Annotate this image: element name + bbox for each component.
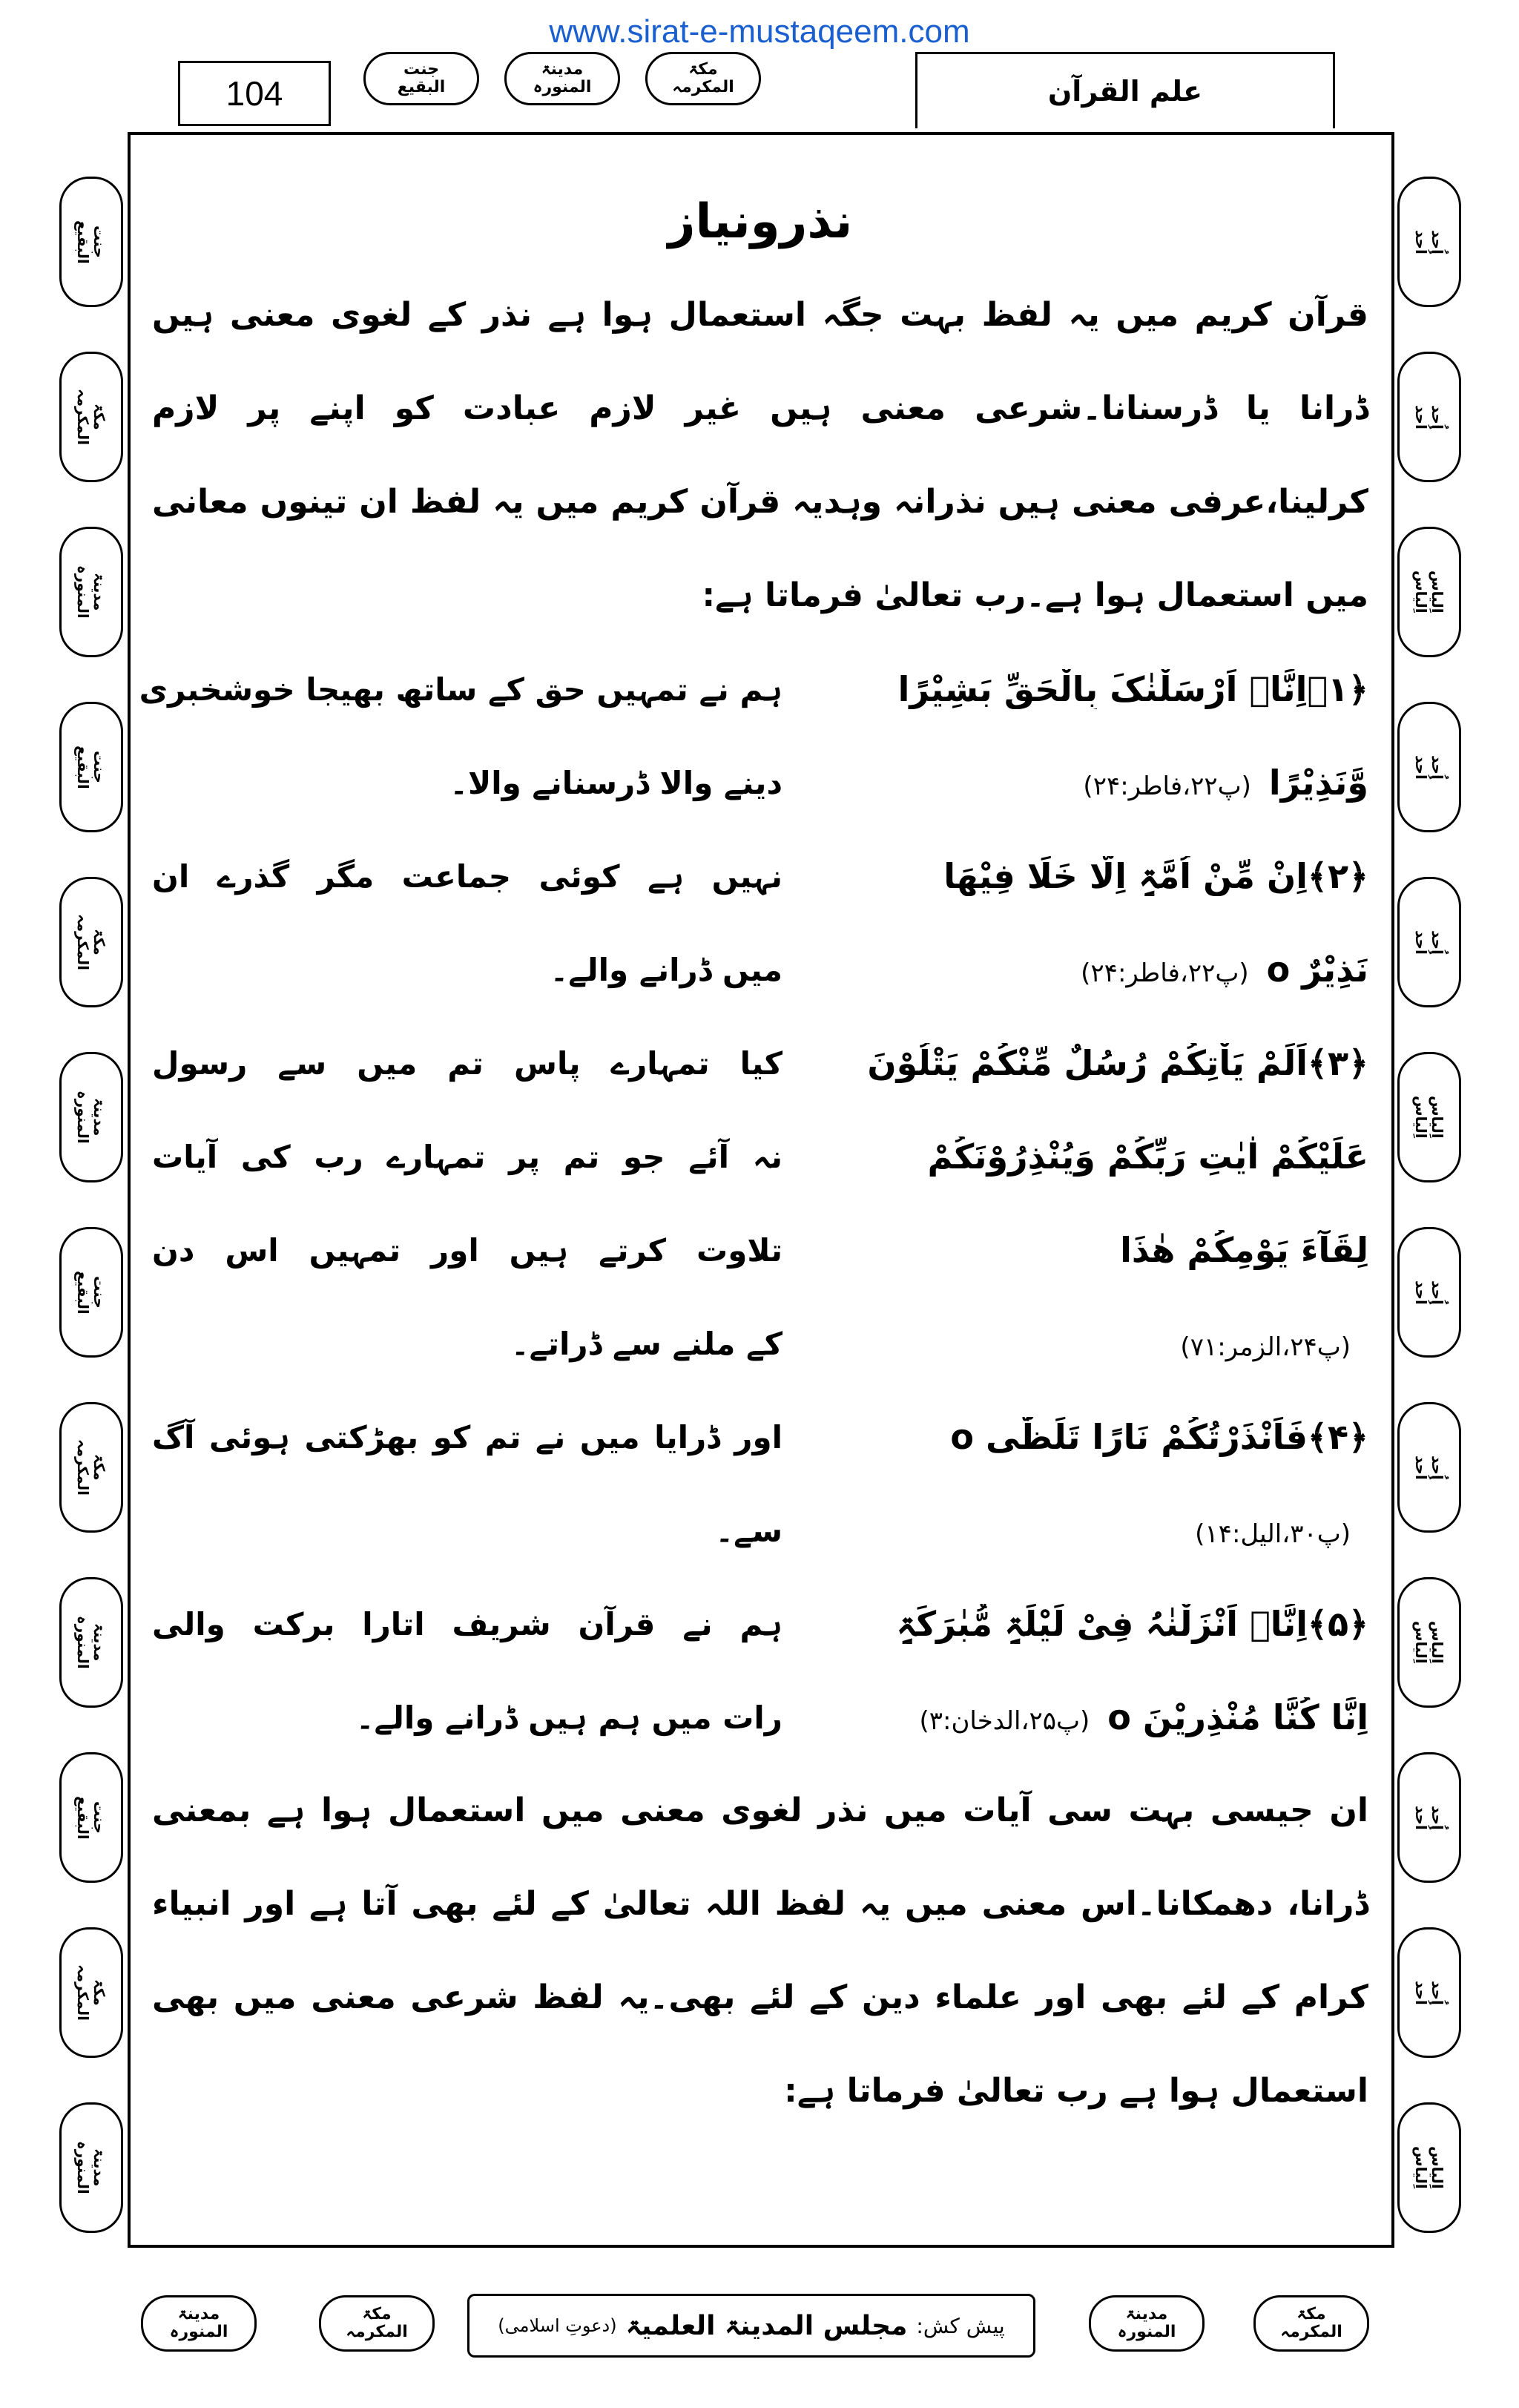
tab-top-text: مدینۃ: [90, 2148, 108, 2187]
right-tab: [1397, 1227, 1461, 1358]
tab-bottom-text: اُحد: [1412, 229, 1430, 254]
tab-label: [75, 1616, 108, 1669]
tab-label: [1413, 405, 1446, 430]
badge-bottom: المکرمہ: [1280, 2323, 1342, 2341]
tab-top-text: مدینۃ: [90, 1623, 108, 1662]
tab-bottom-text: المکرمہ: [74, 914, 92, 970]
urdu-translation: میں ڈرانے والے۔: [550, 951, 782, 988]
left-tab: [59, 1227, 123, 1358]
tab-top-text: اُحد: [1429, 1280, 1446, 1305]
tab-bottom-text: البقیع: [74, 1270, 92, 1315]
left-tab: [59, 1752, 123, 1883]
tab-label: [1413, 1621, 1446, 1664]
tab-bottom-text: اُحد: [1412, 1455, 1430, 1480]
urdu-translation: ہم نے تمہیں حق کے ساتھ بھیجا خوشخبری: [139, 671, 782, 708]
tab-bottom-text: المکرمہ: [74, 389, 92, 445]
verse-row: [152, 829, 1368, 923]
right-tab: [1397, 1052, 1461, 1182]
tab-label: [75, 389, 108, 445]
right-tab: [1397, 877, 1461, 1007]
badge-bottom: المنورہ: [533, 78, 592, 96]
right-tab: [1397, 352, 1461, 482]
footer-badge-madina-left: [141, 2295, 257, 2352]
arabic-verse: [782, 1136, 1368, 1177]
tab-bottom-text: المکرمہ: [74, 1439, 92, 1496]
left-tab: [59, 2102, 123, 2233]
left-tab: [59, 177, 123, 307]
tab-bottom-text: البقیع: [74, 220, 92, 264]
tab-top-text: مدینۃ: [90, 573, 108, 611]
tab-bottom-text: اِلیاس: [1412, 570, 1430, 613]
arabic-verse: [782, 1697, 1368, 1737]
header-badge-baqi: [363, 52, 479, 105]
tab-label: [75, 1439, 108, 1496]
verse-row: [152, 1297, 1368, 1390]
footer-badge-makkah-left: [319, 2295, 435, 2352]
tab-bottom-text: اُحد: [1412, 1805, 1430, 1830]
tab-top-text: مکۃ: [90, 929, 108, 955]
tab-label: [1413, 930, 1446, 955]
tab-top-text: اُحد: [1429, 1980, 1446, 2005]
badge-bottom: المکرمہ: [346, 2323, 408, 2341]
badge-bottom: المنورہ: [169, 2323, 228, 2341]
tab-bottom-text: اِلیاس: [1412, 2146, 1430, 2189]
arabic-text: عَلَیْکُمْ اٰیٰتِ رَبِّکُمْ وَیُنْذِرُوْنَکُمْ: [927, 1136, 1368, 1177]
tab-top-text: اِلیاس: [1429, 2146, 1446, 2189]
verse-row: [152, 1484, 1368, 1577]
left-tab: [59, 1927, 123, 2058]
badge-bottom: البقیع: [397, 78, 446, 96]
urdu-translation: دینے والا ڈرسنانے والا۔: [449, 764, 782, 801]
badge-top: مدینۃ: [541, 60, 584, 79]
tab-label: [1413, 1096, 1446, 1139]
verse-row: [152, 1016, 1368, 1110]
urdu-translation: نہیں ہے کوئی جماعت مگر گذرے ان: [152, 858, 782, 895]
publisher-banner: [467, 2294, 1035, 2358]
verse-row: [152, 736, 1368, 829]
tab-label: [1413, 755, 1446, 780]
tab-top-text: مکۃ: [90, 1454, 108, 1481]
verse-row: [152, 1203, 1368, 1297]
tab-bottom-text: اُحد: [1412, 754, 1430, 780]
arabic-text: ﴿۴﴾فَاَنْذَرْتُکُمْ نَارًا تَلَظّٰی o: [950, 1417, 1368, 1457]
tab-label: [75, 914, 108, 970]
arabic-verse: [782, 1510, 1368, 1550]
badge-top: مکۃ: [362, 2305, 392, 2323]
tab-label: [1413, 1981, 1446, 2005]
tab-bottom-text: المنورہ: [74, 565, 92, 619]
badge-top: مدینۃ: [177, 2305, 220, 2323]
arabic-verse: [782, 856, 1368, 896]
badge-top: مکۃ: [688, 60, 718, 79]
urdu-translation: سے۔: [715, 1512, 782, 1549]
urdu-translation: تلاوت کرتے ہیں اور تمہیں اس دن: [152, 1231, 782, 1269]
tab-label: [1413, 1455, 1446, 1480]
arabic-verse: [782, 1604, 1368, 1644]
arabic-text: لِقَآءَ یَوْمِکُمْ ھٰذَا: [1120, 1230, 1368, 1270]
badge-top: مدینۃ: [1125, 2305, 1168, 2323]
page-content: [139, 194, 1368, 2138]
page-footer: [141, 2291, 1378, 2358]
arabic-verse: [782, 1230, 1368, 1270]
header-badge-makkah: [645, 52, 761, 105]
verse-row: [152, 1577, 1368, 1671]
tab-label: [75, 746, 108, 789]
left-tab: [59, 1052, 123, 1182]
publisher-org: (دعوتِ اسلامی): [498, 2315, 617, 2336]
urdu-translation: اور ڈرایا میں نے تم کو بھڑکتی ہوئی آگ: [152, 1418, 782, 1455]
tab-label: [75, 1964, 108, 2021]
tab-label: [75, 1271, 108, 1315]
tab-label: [1413, 570, 1446, 613]
footer-badge-madina-right: [1089, 2295, 1205, 2352]
verse-row: [152, 923, 1368, 1016]
right-tab: [1397, 1577, 1461, 1708]
arabic-verse: [782, 669, 1368, 709]
arabic-text: ﴿۱﴾اِنَّاۤ اَرْسَلْنٰکَ بِالْحَقِّ بَشِیْرًا: [897, 669, 1368, 709]
tab-label: [1413, 1806, 1446, 1830]
urdu-translation: کے ملنے سے ڈراتے۔: [511, 1325, 782, 1362]
footer-badge-makkah-right: [1253, 2295, 1369, 2352]
tab-top-text: اُحد: [1429, 404, 1446, 430]
arabic-text: نَذِیْرٌ o: [1266, 950, 1368, 990]
tab-bottom-text: المنورہ: [74, 2141, 92, 2194]
tab-bottom-text: المنورہ: [74, 1090, 92, 1144]
closing-paragraph: ان جیسی بہت سی آیات میں نذر لغوی معنی میں استعمال ہوا ہے بمعنی ڈرانا، دھمکانا۔اس معنی میں یہ لفظ اللہ تعالیٰ کے لئے بھی آتا ہے اور انبیاء کرام کے لئے بھی اور علماء دین کے لئے بھی۔یہ لفظ شرعی معنی میں بھی استعمال ہوا ہے رب تعالیٰ فرماتا ہے:: [152, 1792, 1368, 2110]
tab-bottom-text: البقیع: [74, 1795, 92, 1840]
arabic-text: وَّنَذِیْرًا: [1268, 763, 1368, 803]
verse-reference: (پ۲۲،فاطر:۲۴): [1081, 958, 1249, 988]
page-title: نذرونیاز: [668, 194, 853, 249]
tab-bottom-text: المکرمہ: [74, 1964, 92, 2021]
arabic-verse: [782, 763, 1368, 803]
urdu-translation: ہم نے قرآن شریف اتارا برکت والی: [152, 1605, 782, 1642]
tab-top-text: جنت: [90, 226, 108, 258]
tab-top-text: مدینۃ: [90, 1098, 108, 1136]
right-tab: [1397, 2102, 1461, 2233]
verse-row: [152, 1671, 1368, 1764]
badge-bottom: المکرمہ: [672, 78, 734, 96]
tab-bottom-text: اُحد: [1412, 1280, 1430, 1305]
left-tab: [59, 1402, 123, 1533]
tab-bottom-text: البقیع: [74, 745, 92, 789]
verse-reference: (پ۲۵،الدخان:۳): [919, 1706, 1090, 1736]
tab-top-text: اُحد: [1429, 1805, 1446, 1830]
tab-top-text: اُحد: [1429, 1455, 1446, 1480]
right-tab: [1397, 527, 1461, 657]
tab-top-text: مکۃ: [90, 404, 108, 430]
verse-row: [152, 1390, 1368, 1484]
website-url[interactable]: www.sirat-e-mustaqeem.com: [549, 13, 970, 50]
tab-bottom-text: اِلیاس: [1412, 1096, 1430, 1139]
tab-bottom-text: اِلیاس: [1412, 1621, 1430, 1664]
right-tab: [1397, 177, 1461, 307]
right-tab: [1397, 1927, 1461, 2058]
urdu-translation: رات میں ہم ہیں ڈرانے والے۔: [355, 1699, 782, 1736]
tab-top-text: اِلیاس: [1429, 1621, 1446, 1664]
badge-top: مکۃ: [1296, 2305, 1326, 2323]
publisher-name: مجلس المدینۃ العلمیۃ: [625, 2310, 908, 2341]
presented-by-label: پیش کش:: [916, 2313, 1005, 2338]
arabic-verse: [782, 1417, 1368, 1457]
arabic-text: اِنَّا کُنَّا مُنْذِرِیْنَ o: [1107, 1697, 1368, 1737]
arabic-verse: [782, 950, 1368, 990]
badge-top: جنت: [403, 60, 440, 79]
verse-row: [152, 1110, 1368, 1203]
tab-label: [1413, 1280, 1446, 1305]
tab-bottom-text: اُحد: [1412, 1980, 1430, 2005]
verse-row: [139, 642, 1368, 736]
right-tab: [1397, 702, 1461, 832]
right-tab: [1397, 1402, 1461, 1533]
left-tab: [59, 702, 123, 832]
book-title: علم القرآن: [915, 52, 1335, 128]
tab-label: [75, 1090, 108, 1144]
tab-top-text: اِلیاس: [1429, 1096, 1446, 1139]
tab-top-text: جنت: [90, 1276, 108, 1309]
tab-top-text: جنت: [90, 751, 108, 783]
verse-reference: (پ۲۲،فاطر:۲۴): [1083, 772, 1251, 801]
intro-paragraph: قرآن کریم میں یہ لفظ بہت جگہ استعمال ہوا ہے نذر کے لغوی معنی ہیں ڈرانا یا ڈرسنانا۔شرعی معنی ہیں غیر لازم عبادت کو اپنے پر لازم کرلینا،عرفی معنی ہیں نذرانہ وہدیہ قرآن کریم میں یہ لفظ ان تینوں معانی میں استعمال ہوا ہے۔رب تعالیٰ فرماتا ہے:: [152, 296, 1368, 614]
tab-top-text: جنت: [90, 1801, 108, 1834]
verse-reference: (پ۲۴،الزمر:۷۱): [1180, 1332, 1351, 1362]
tab-top-text: اُحد: [1429, 229, 1446, 254]
tab-label: [1413, 230, 1446, 254]
verse-reference: (پ۳۰،الیل:۱۴): [1195, 1519, 1351, 1549]
left-tab: [59, 877, 123, 1007]
tab-top-text: مکۃ: [90, 1979, 108, 2006]
arabic-verse: [782, 1043, 1368, 1083]
right-tab: [1397, 1752, 1461, 1883]
verse-list: [139, 642, 1368, 1764]
page-number: 104: [178, 61, 331, 126]
tab-top-text: اُحد: [1429, 754, 1446, 780]
header-badge-madina: [504, 52, 620, 105]
badge-bottom: المنورہ: [1117, 2323, 1176, 2341]
tab-bottom-text: اُحد: [1412, 930, 1430, 955]
tab-top-text: اُحد: [1429, 930, 1446, 955]
arabic-text: ﴿۳﴾اَلَمْ یَاْتِکُمْ رُسُلٌ مِّنْکُمْ یَتْلُوْنَ: [867, 1043, 1368, 1083]
tab-label: [75, 2141, 108, 2194]
left-tab: [59, 527, 123, 657]
tab-label: [75, 1796, 108, 1840]
arabic-text: ﴿۵﴾اِنَّاۤ اَنْزَلْنٰہُ فِیْ لَیْلَۃٍ مُّبٰرَکَۃٍ: [896, 1604, 1368, 1644]
urdu-translation: کیا تمہارے پاس تم میں سے رسول: [152, 1045, 782, 1082]
page-header: [178, 52, 1335, 134]
tab-bottom-text: اُحد: [1412, 404, 1430, 430]
arabic-text: ﴿۲﴾اِنْ مِّنْ اُمَّۃٍ اِلَّا خَلَا فِیْھَا: [943, 856, 1368, 896]
tab-top-text: اِلیاس: [1429, 570, 1446, 613]
tab-label: [1413, 2146, 1446, 2189]
arabic-verse: [782, 1323, 1368, 1363]
tab-bottom-text: المنورہ: [74, 1616, 92, 1669]
tab-label: [75, 565, 108, 619]
urdu-translation: نہ آئے جو تم پر تمہارے رب کی آیات: [152, 1138, 782, 1175]
left-tab: [59, 1577, 123, 1708]
tab-label: [75, 220, 108, 264]
left-tab: [59, 352, 123, 482]
